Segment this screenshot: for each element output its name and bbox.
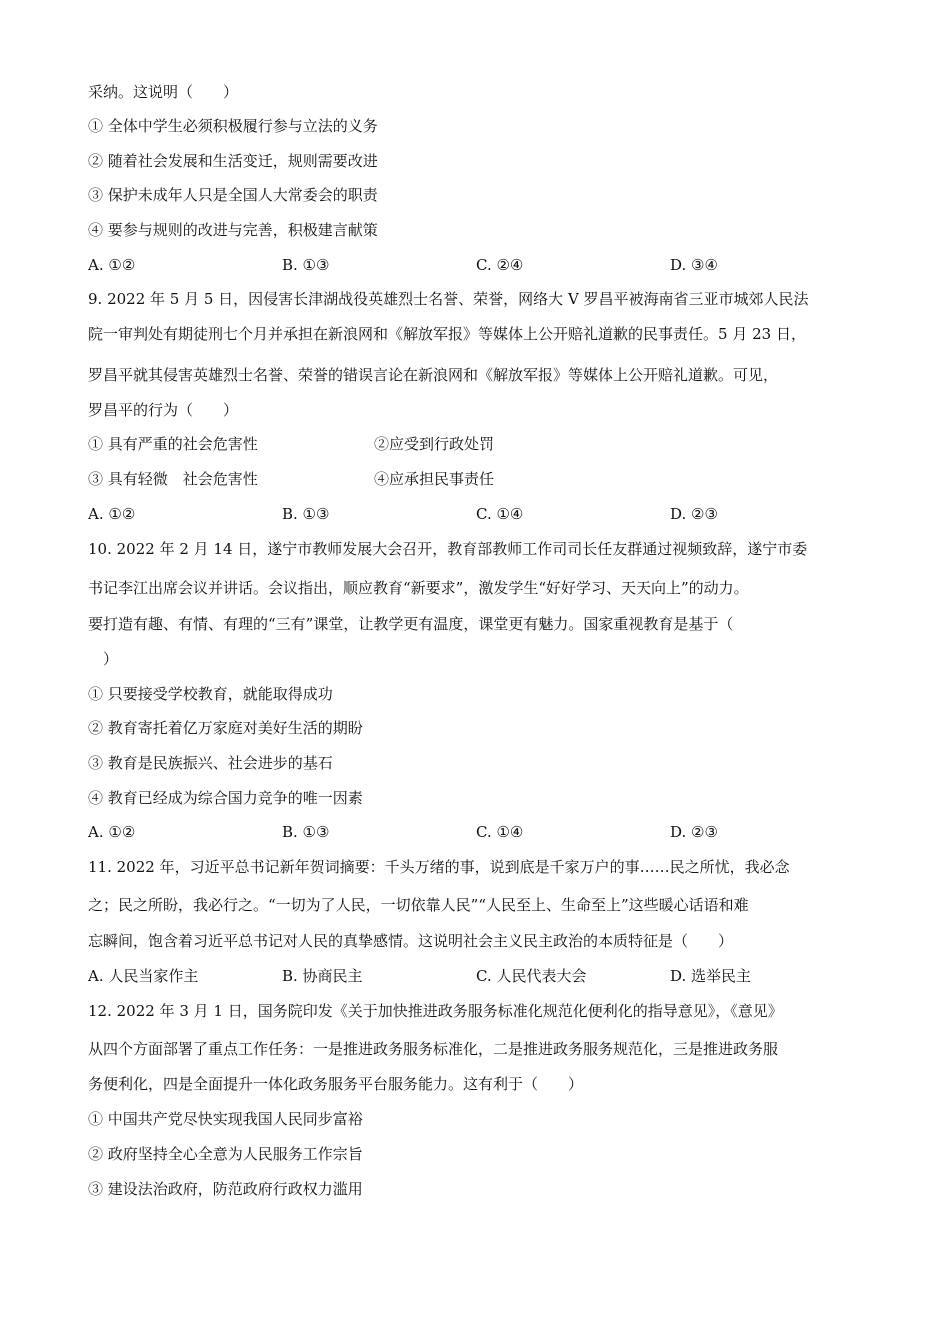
q9-choice-b: B. ①③ xyxy=(282,505,330,523)
q10-line-1: 10. 2022 年 2 月 14 日，遂宁市教师发展大会召开，教育部教师工作司司长任友群通过视频致辞，遂宁市委 xyxy=(88,540,808,558)
q10-choice-c: C. ①④ xyxy=(476,823,524,841)
q10-choice-b: B. ①③ xyxy=(282,823,330,841)
q9-line-1: 9. 2022 年 5 月 5 日，因侵害长津湖战役英雄烈士名誉、荣誉，网络大 V 罗昌平被海南省三亚市城郊人民法 xyxy=(88,290,809,308)
q8-choice-a: A. ①② xyxy=(88,256,136,274)
q8-stem-end: 采纳。这说明（ ） xyxy=(88,83,239,101)
q8-item-2: ② 随着社会发展和生活变迁，规则需要改进 xyxy=(88,152,378,170)
q11-choice-c: C. 人民代表大会 xyxy=(476,967,587,985)
q12-line-2: 从四个方面部署了重点工作任务：一是推进政务服务标准化，二是推进政务服务规范化，三是推进政务服 xyxy=(88,1040,779,1058)
q8-choice-d: D. ③④ xyxy=(670,256,718,274)
q11-choice-b: B. 协商民主 xyxy=(282,967,363,985)
q11-line-3: 忘瞬间，饱含着习近平总书记对人民的真挚感情。这说明社会主义民主政治的本质特征是（ ） xyxy=(88,932,734,950)
q10-choice-a: A. ①② xyxy=(88,823,136,841)
q9-line-4: 罗昌平的行为（ ） xyxy=(88,401,239,419)
q8-item-1: ① 全体中学生必须积极履行参与立法的义务 xyxy=(88,117,378,135)
q12-line-3: 务便利化，四是全面提升一体化政务服务平台服务能力。这有利于（ ） xyxy=(88,1075,584,1093)
q10-line-2: 书记李江出席会议并讲话。会议指出，顺应教育“新要求”，激发学生“好好学习、天天向上”的动力。 xyxy=(88,579,749,597)
q8-item-3: ③ 保护未成年人只是全国人大常委会的职责 xyxy=(88,186,378,204)
q12-item-2: ② 政府坚持全心全意为人民服务工作宗旨 xyxy=(88,1145,363,1163)
q10-item-4: ④ 教育已经成为综合国力竞争的唯一因素 xyxy=(88,789,363,807)
q8-choice-b: B. ①③ xyxy=(282,256,330,274)
q11-line-1: 11. 2022 年，习近平总书记新年贺词摘要：千头万绪的事，说到底是千家万户的事……民之所忧，我必念 xyxy=(88,858,790,876)
q10-line-3: 要打造有趣、有情、有理的“三有”课堂，让教学更有温度，课堂更有魅力。国家重视教育是基于（ xyxy=(88,615,734,633)
q9-choice-c: C. ①④ xyxy=(476,505,524,523)
q12-item-1: ① 中国共产党尽快实现我国人民同步富裕 xyxy=(88,1110,363,1128)
q11-line-2: 之；民之所盼，我必行之。“一切为了人民，一切依靠人民”“人民至上、生命至上”这些暖心话语和难 xyxy=(88,896,749,914)
q10-line-4: ） xyxy=(88,650,119,668)
q9-item-4: ④应承担民事责任 xyxy=(374,470,495,488)
q8-choice-c: C. ②④ xyxy=(476,256,524,274)
q9-item-3: ③ 具有轻微 社会危害性 xyxy=(88,470,258,488)
q12-line-1: 12. 2022 年 3 月 1 日，国务院印发《关于加快推进政务服务标准化规范化便利化的指导意见》，《意见》 xyxy=(88,1002,783,1020)
q9-line-3: 罗昌平就其侵害英雄烈士名誉、荣誉的错误言论在新浪网和《解放军报》等媒体上公开赔礼道歉。可见， xyxy=(88,366,779,384)
q9-item-1: ① 具有严重的社会危害性 xyxy=(88,435,258,453)
q9-choice-a: A. ①② xyxy=(88,505,136,523)
q10-item-1: ① 只要接受学校教育，就能取得成功 xyxy=(88,685,333,703)
q11-choice-a: A. 人民当家作主 xyxy=(88,967,199,985)
q8-item-4: ④ 要参与规则的改进与完善，积极建言献策 xyxy=(88,221,378,239)
q9-line-2: 院一审判处有期徒刑七个月并承担在新浪网和《解放军报》等媒体上公开赔礼道歉的民事责任。5 月 23 日， xyxy=(88,325,806,343)
q10-item-2: ② 教育寄托着亿万家庭对美好生活的期盼 xyxy=(88,719,363,737)
q10-item-3: ③ 教育是民族振兴、社会进步的基石 xyxy=(88,754,333,772)
q9-item-2: ②应受到行政处罚 xyxy=(374,435,495,453)
q11-choice-d: D. 选举民主 xyxy=(670,967,752,985)
q10-choice-d: D. ②③ xyxy=(670,823,718,841)
q12-item-3: ③ 建设法治政府，防范政府行政权力滥用 xyxy=(88,1180,363,1198)
q9-choice-d: D. ②③ xyxy=(670,505,718,523)
